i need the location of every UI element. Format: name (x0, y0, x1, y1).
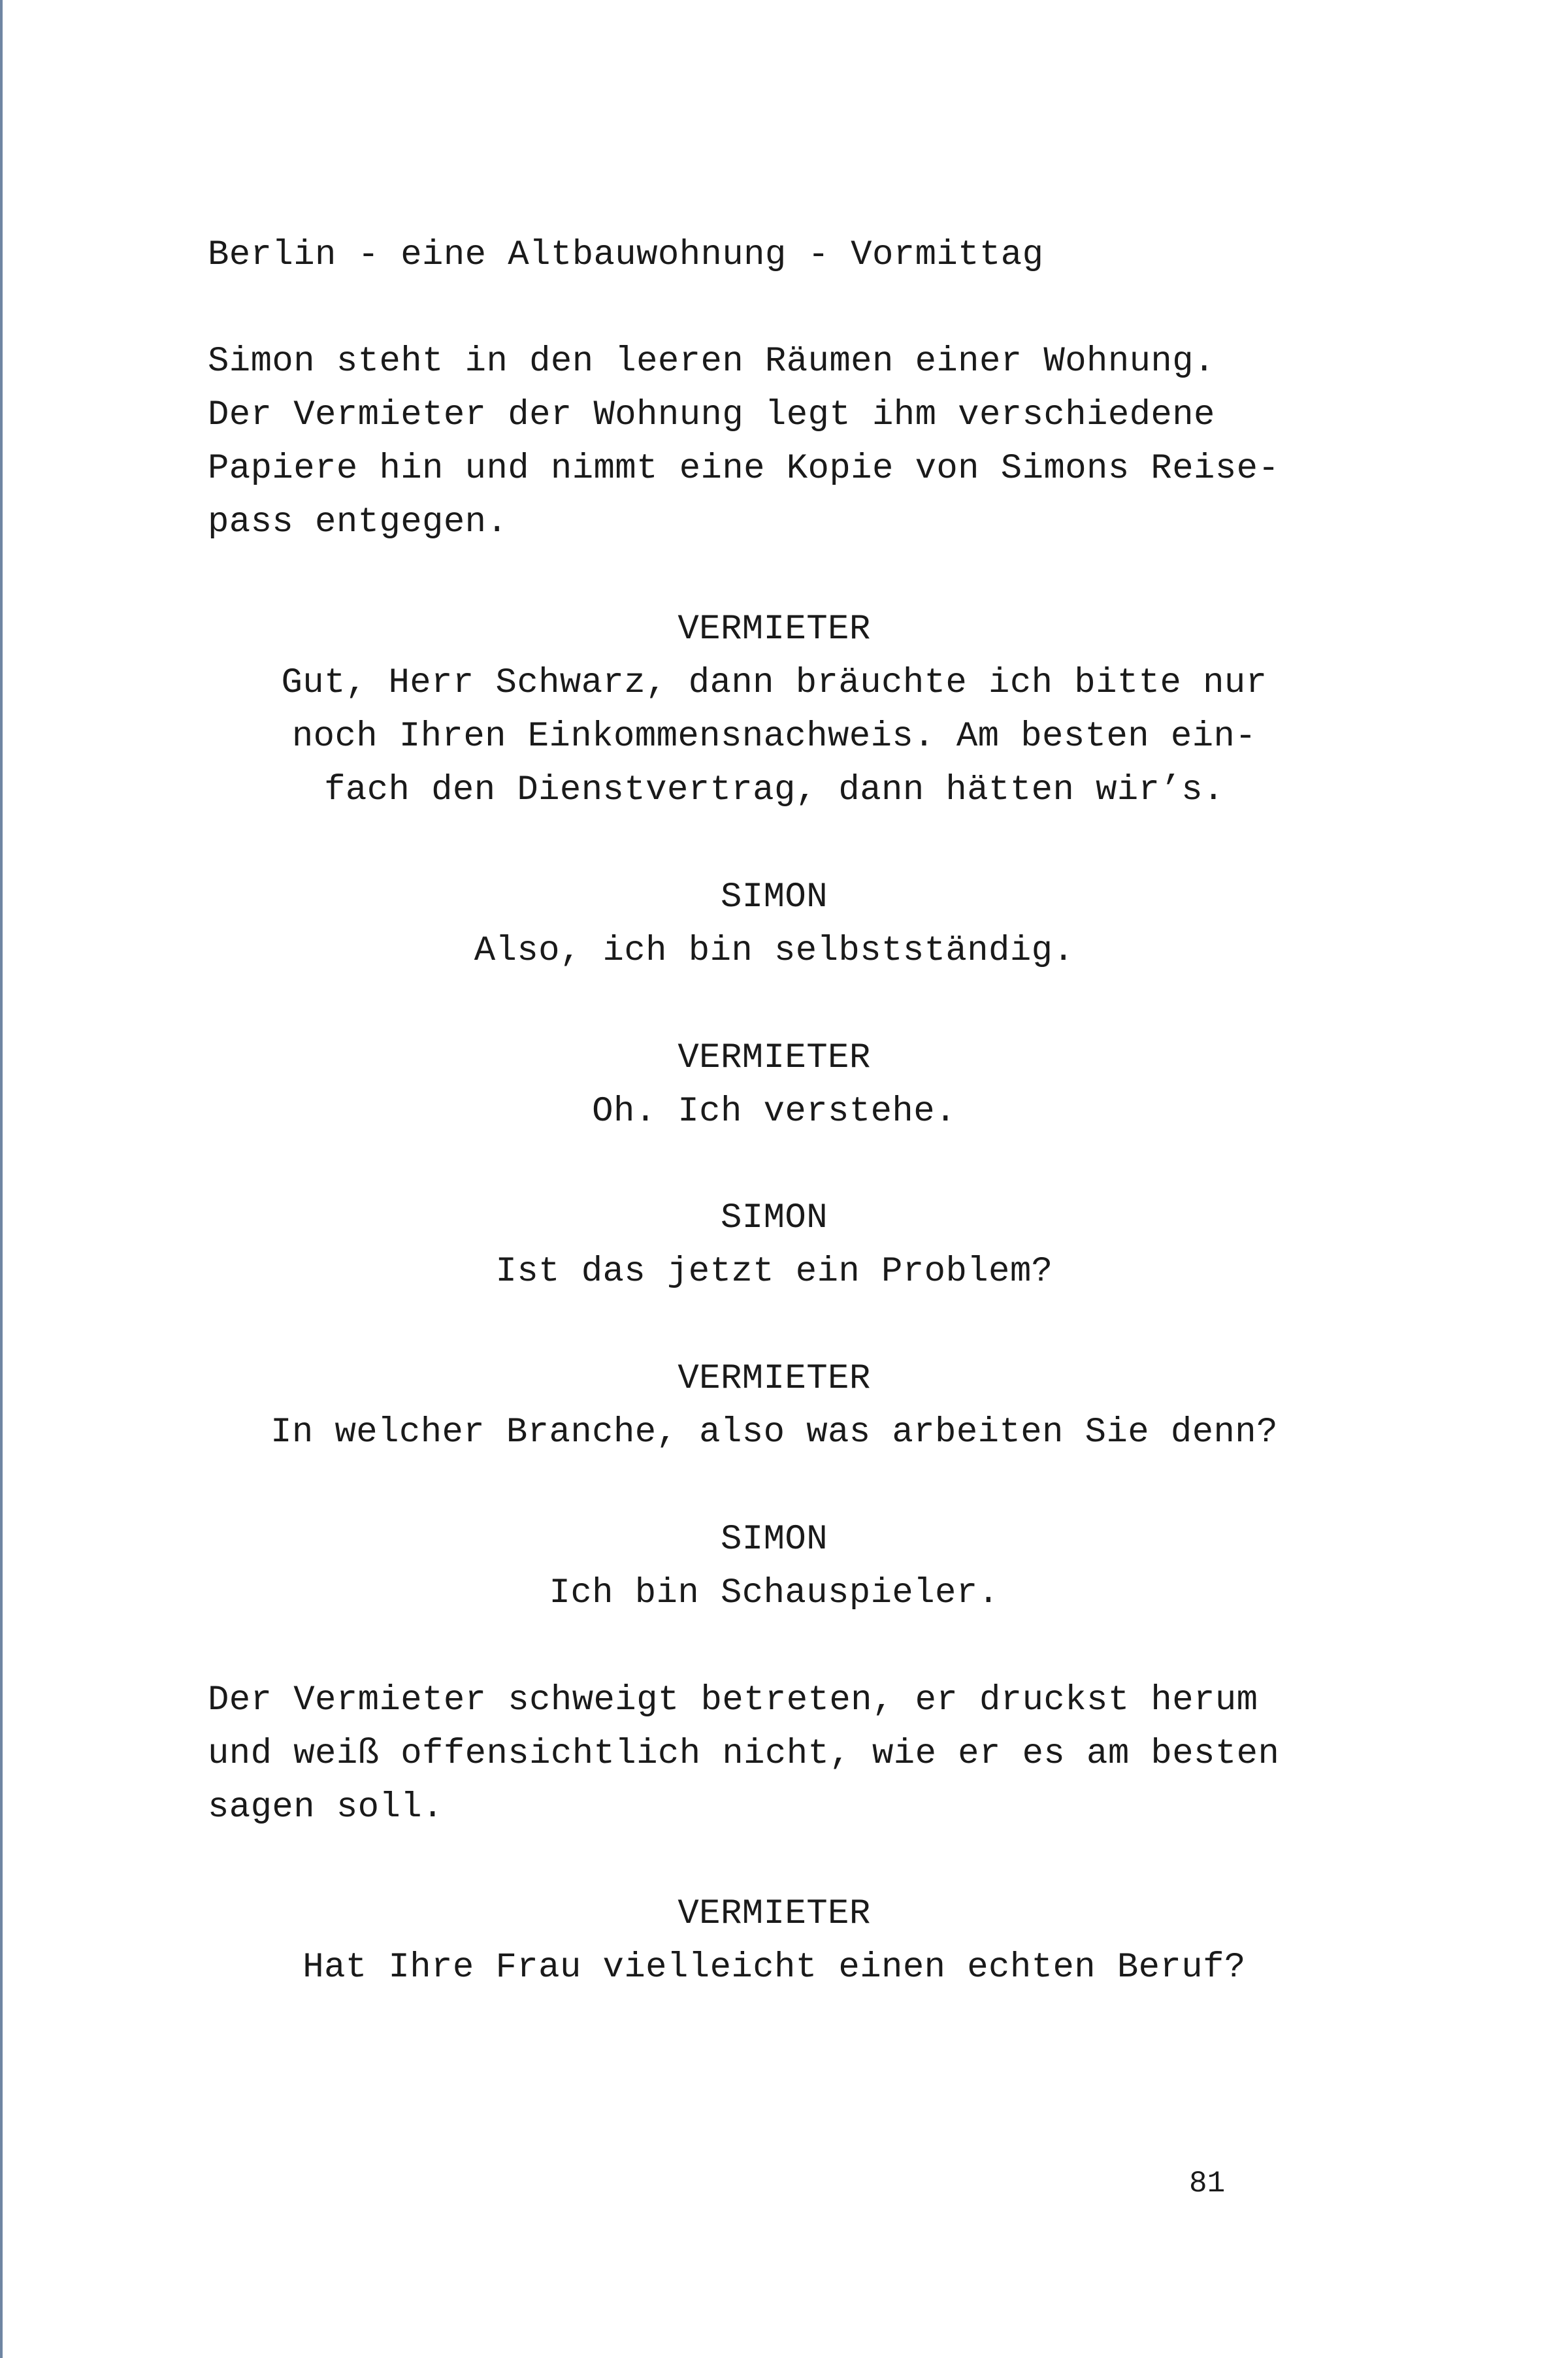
character-name: SIMON (720, 1520, 828, 1560)
dialogue-line: fach den Dienstvertrag, dann hätten wir’s. (324, 770, 1224, 810)
action-line: Der Vermieter der Wohnung legt ihm verschiedene (208, 395, 1215, 435)
action-line: Simon steht in den leeren Räumen einer Wohnung. (208, 342, 1215, 382)
character-name: SIMON (720, 1198, 828, 1238)
dialogue-line: Gut, Herr Schwarz, dann bräuchte ich bitte nur (281, 663, 1267, 703)
character-name: SIMON (720, 877, 828, 917)
action-line: sagen soll. (208, 1788, 444, 1827)
dialogue-line: Hat Ihre Frau vielleicht einen echten Beruf? (302, 1948, 1246, 1988)
character-name: VERMIETER (678, 610, 871, 649)
dialogue-line: Ist das jetzt ein Problem? (495, 1252, 1053, 1292)
dialogue-line: noch Ihren Einkommensnachweis. Am besten ein- (291, 717, 1257, 757)
character-name: VERMIETER (678, 1894, 871, 1934)
dialogue-line: Oh. Ich verstehe. (592, 1092, 956, 1132)
dialogue-line: In welcher Branche, also was arbeiten Sie denn? (270, 1413, 1278, 1452)
action-line: Der Vermieter schweigt betreten, er druckst herum (208, 1680, 1258, 1720)
dialogue-line: Ich bin Schauspieler. (549, 1573, 1000, 1613)
page-number: 81 (1189, 2167, 1226, 2201)
scene-heading: Berlin - eine Altbauwohnung - Vormittag (208, 235, 1044, 275)
dialogue-line: Also, ich bin selbstständig. (474, 931, 1075, 971)
character-name: VERMIETER (678, 1359, 871, 1399)
character-name: VERMIETER (678, 1038, 871, 1078)
action-line: pass entgegen. (208, 502, 508, 542)
action-line: und weiß offensichtlich nicht, wie er es am besten (208, 1734, 1280, 1774)
action-line: Papiere hin und nimmt eine Kopie von Simons Reise- (208, 449, 1280, 489)
